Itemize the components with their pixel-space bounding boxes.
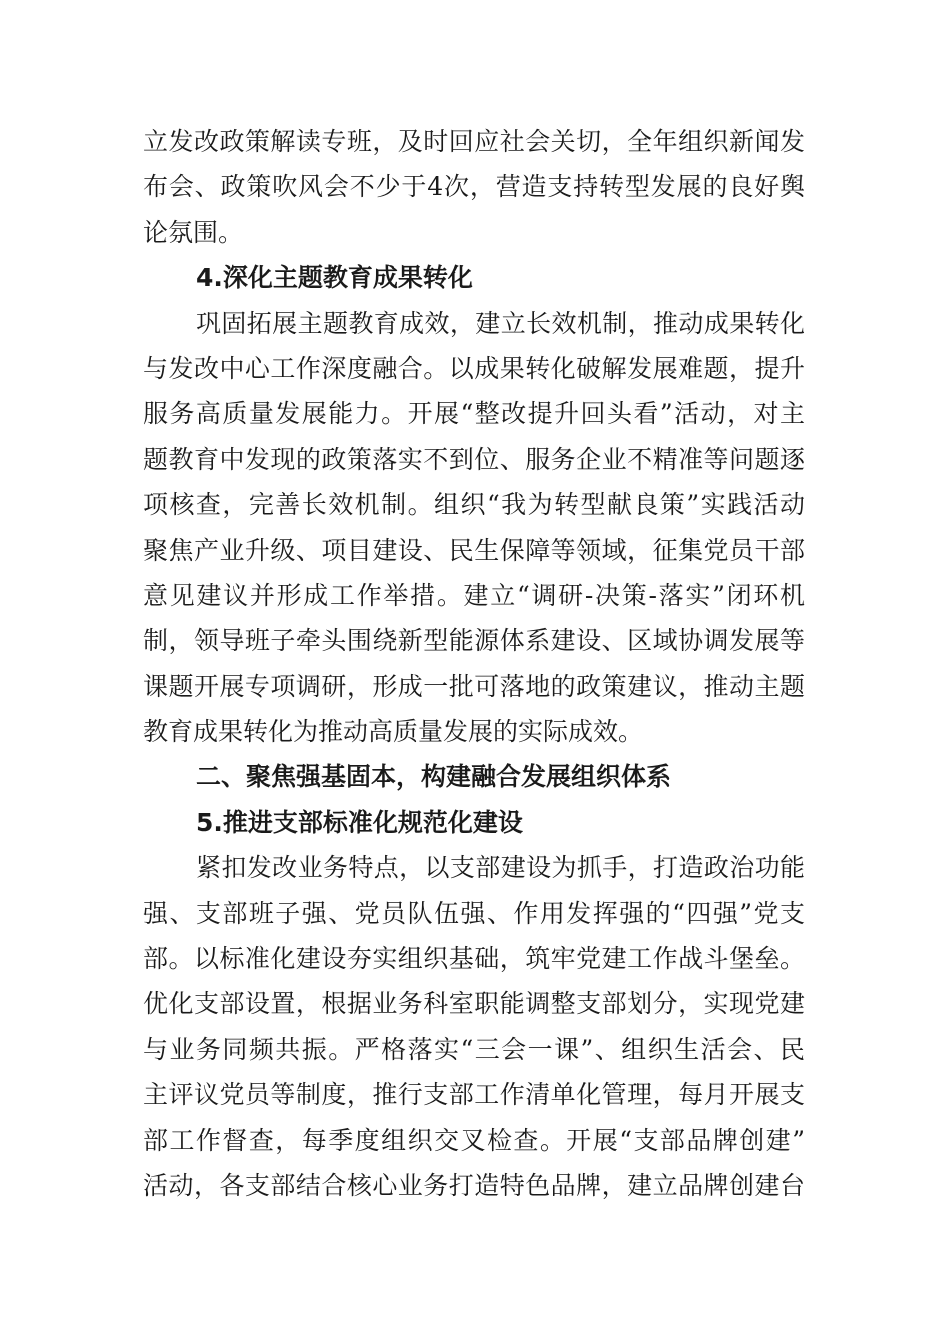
paragraph-line: 聚焦产业升级、项目建设、民生保障等领域，征集党员干部 xyxy=(143,535,805,565)
paragraph-line: 强、支部班子强、党员队伍强、作用发挥强的“四强”党支 xyxy=(143,898,805,928)
section-heading: 二、聚焦强基固本，构建融合发展组织体系 xyxy=(196,762,672,792)
paragraph-line: 立发改政策解读专班，及时回应社会关切，全年组织新闻发 xyxy=(143,127,805,156)
document-body xyxy=(143,119,805,1208)
paragraph-line: 优化支部设置，根据业务科室职能调整支部划分，实现党建 xyxy=(143,989,805,1019)
paragraph-line: 与业务同频共振。严格落实“三会一课”、组织生活会、民 xyxy=(143,1034,805,1064)
paragraph-line: 布会、政策吹风会不少于4次，营造支持转型发展的良好舆 xyxy=(143,172,805,202)
section-heading: 4.深化主题教育成果转化 xyxy=(196,263,473,293)
paragraph-line: 课题开展专项调研，形成一批可落地的政策建议，推动主题 xyxy=(143,671,805,701)
paragraph-line: 紧扣发改业务特点，以支部建设为抓手，打造政治功能 xyxy=(196,853,805,883)
paragraph-line: 制，领导班子牵头围绕新型能源体系建设、区域协调发展等 xyxy=(143,626,805,656)
paragraph-line: 巩固拓展主题教育成效，建立长效机制，推动成果转化 xyxy=(196,308,805,338)
paragraph-line: 教育成果转化为推动高质量发展的实际成效。 xyxy=(143,717,644,747)
paragraph-line: 活动，各支部结合核心业务打造特色品牌，建立品牌创建台 xyxy=(143,1170,805,1200)
section-heading: 5.推进支部标准化规范化建设 xyxy=(196,807,523,837)
paragraph-line: 主评议党员等制度，推行支部工作清单化管理，每月开展支 xyxy=(143,1080,805,1110)
paragraph-line: 题教育中发现的政策落实不到位、服务企业不精准等问题逐 xyxy=(143,444,805,474)
paragraph-line: 项核查，完善长效机制。组织“我为转型献良策”实践活动 xyxy=(143,490,805,520)
paragraph-line: 服务高质量发展能力。开展“整改提升回头看”活动，对主 xyxy=(143,399,805,429)
paragraph-line: 意见建议并形成工作举措。建立“调研-决策-落实”闭环机 xyxy=(143,580,805,610)
paragraph-line: 论氛围。 xyxy=(143,217,244,247)
paragraph-line: 与发改中心工作深度融合。以成果转化破解发展难题，提升 xyxy=(143,353,805,383)
paragraph-line: 部。以标准化建设夯实组织基础，筑牢党建工作战斗堡垒。 xyxy=(143,944,805,974)
paragraph-line: 部工作督查，每季度组织交叉检查。开展“支部品牌创建” xyxy=(143,1125,805,1155)
